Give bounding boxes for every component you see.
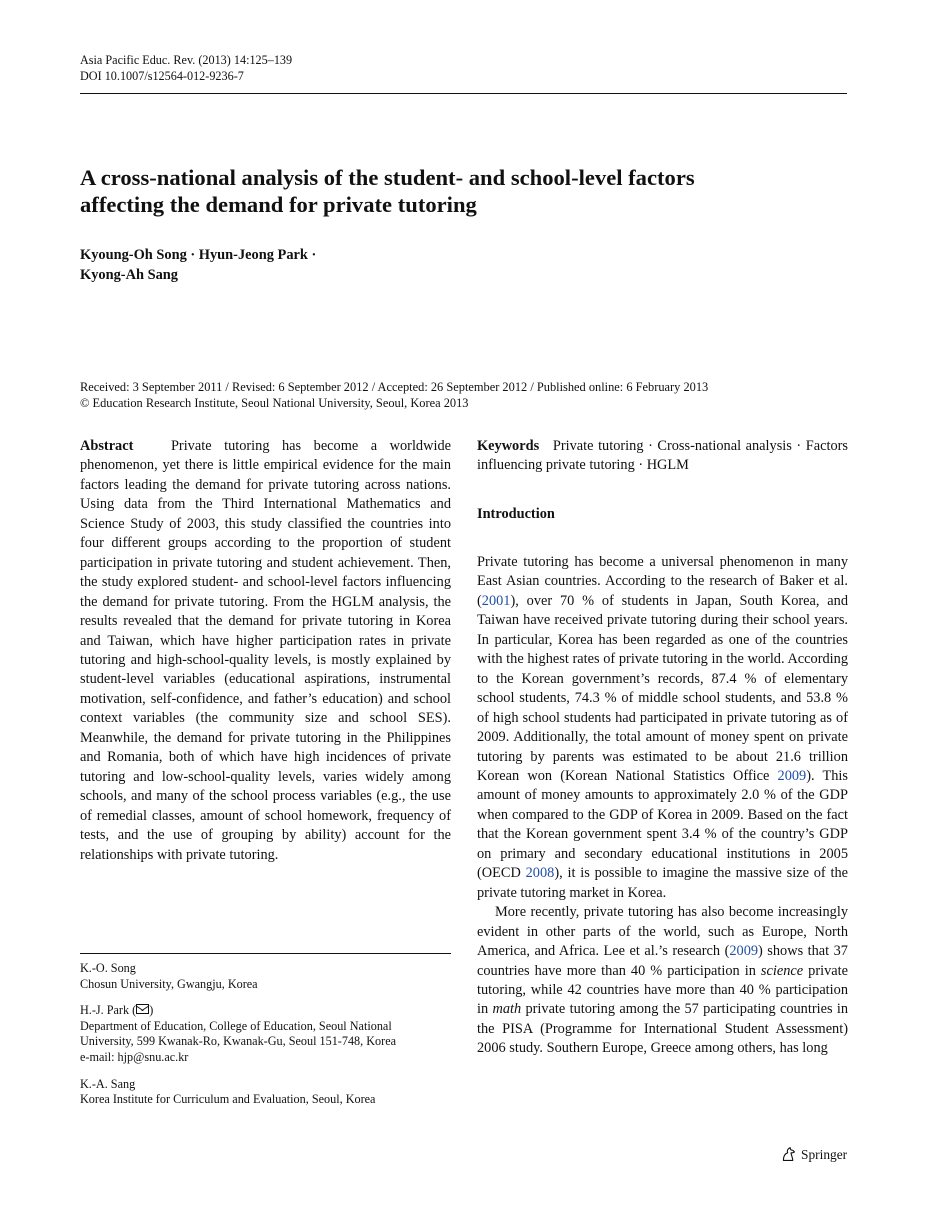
journal-citation: Asia Pacific Educ. Rev. (2013) 14:125–139 <box>80 53 293 67</box>
article-title: A cross-national analysis of the student- and school-level factors affecting the demand for private tutoring <box>80 165 695 217</box>
header-rule <box>80 93 847 94</box>
affiliation-song: K.-O. Song Chosun University, Gwangju, Korea <box>80 961 258 991</box>
citation-link[interactable]: 2009 <box>777 767 807 784</box>
keywords-text: Private tutoring · Cross-national analysis · Factors influencing private tutoring · HGLM <box>477 438 848 474</box>
section-heading-introduction: Introduction <box>477 506 555 522</box>
author-list: Kyoung-Oh Song · Hyun-Jeong Park · Kyong-Ah Sang <box>80 247 317 283</box>
abstract-text: Private tutoring has become a worldwide phenomenon, yet there is little empirical evidence for the main factors leading the demand for private tutoring across nations. Using data from the Third International Mathematics and Science Study of 2003, this study classified the countries into four different groups according to the proportion of student participation in private tutoring and student achievement. Then, the study explored student- and school-level factors influencing the demand for private tutoring. From the HGLM analysis, the results revealed that the demand for private tutoring in Korea and Taiwan, which have higher participation rates in private tutoring and high-school-quality levels, is mostly explained by student-level variables (educational aspirations, instrumental motivation, self-confidence, and father’s education) and school context variables (the community size and school SES). Meanwhile, the demand for private tutoring in the Philippines and Romania, both of which have high incidences of private tutoring and low-school-quality levels, varies widely among schools, and many of the school process variables (e.g., the use of remedial classes, amount of school homework, frequency of tests, and the use of grouping by ability) account for the relationships with private tutoring. <box>80 438 451 863</box>
abstract <box>80 437 451 865</box>
history-dates: Received: 3 September 2011 / Revised: 6 September 2012 / Accepted: 26 September 2012 / Published online: 6 February 2013 <box>80 380 709 394</box>
right-column <box>477 437 848 1059</box>
doi: DOI 10.1007/s12564-012-9236-7 <box>80 69 244 83</box>
footnote-rule <box>80 953 451 954</box>
corresponding-email: e-mail: hjp@snu.ac.kr <box>80 1049 189 1064</box>
citation-link[interactable]: 2008 <box>525 865 555 882</box>
abstract-label: Abstract <box>80 438 134 454</box>
affiliations <box>80 961 460 1119</box>
citation-link[interactable]: 2009 <box>729 943 759 960</box>
running-header <box>80 52 292 84</box>
affiliation-sang: K.-A. Sang Korea Institute for Curriculum and Evaluation, Seoul, Korea <box>80 1076 376 1107</box>
intro-paragraph-2: More recently, private tutoring has also become increasingly evident in other parts of the world, such as Europe, North America, and Africa. Lee et al.’s research (2009) shows that 37 countries have more than 40 % participation in science private tutoring, while 42 countries have more than 40 % participation in math private tutoring among the 57 participating countries in the PISA (Programme for International Student Assessment) 2006 study. Southern Europe, Greece among others, has long <box>477 904 848 1057</box>
intro-paragraph-1: Private tutoring has become a universal phenomenon in many East Asian countries. According to the research of Baker et al. (2001), over 70 % of students in Japan, South Korea, and Taiwan have received private tutoring during their school years. In particular, Korea has been regarded as one of the countries with the highest rates of private tutoring in the world. According to the Korean government’s records, 87.4 % of elementary school students, 74.3 % of middle school students, and 53.8 % of high school students had participated in private tutoring as of 2009. Additionally, the total amount of money spent on private tutoring by parents was estimated to be about 21.6 trillion Korean won (Korean National Statistics Office 2009). This amount of money amounts to approximately 2.0 % of the GDP when compared to the GDP of Korea in 2009. Based on the fact that the Korean government spent 3.4 % of the country’s GDP on primary and secondary educational institutions in 2005 (OECD 2008), it is possible to imagine the massive size of the private tutoring market in Korea. <box>477 554 848 901</box>
left-column <box>80 437 451 865</box>
keywords <box>477 437 848 495</box>
copyright-line: © Education Research Institute, Seoul National University, Seoul, Korea 2013 <box>80 396 469 410</box>
affiliation-park: H.-J. Park ( ) Department of Education, College of Education, Seoul National University, 599 Kwanak-Ro, Kwanak-Gu, Seoul 151-748, Korea e-mail: hjp@snu.ac.kr <box>80 1003 460 1065</box>
envelope-icon <box>136 1004 149 1014</box>
article-history <box>80 379 860 411</box>
citation-link[interactable]: 2001 <box>481 592 511 609</box>
publisher-logo <box>780 1146 847 1163</box>
springer-horse-icon <box>780 1146 797 1163</box>
publisher-name: Springer <box>801 1146 848 1162</box>
keywords-label: Keywords <box>477 438 540 454</box>
